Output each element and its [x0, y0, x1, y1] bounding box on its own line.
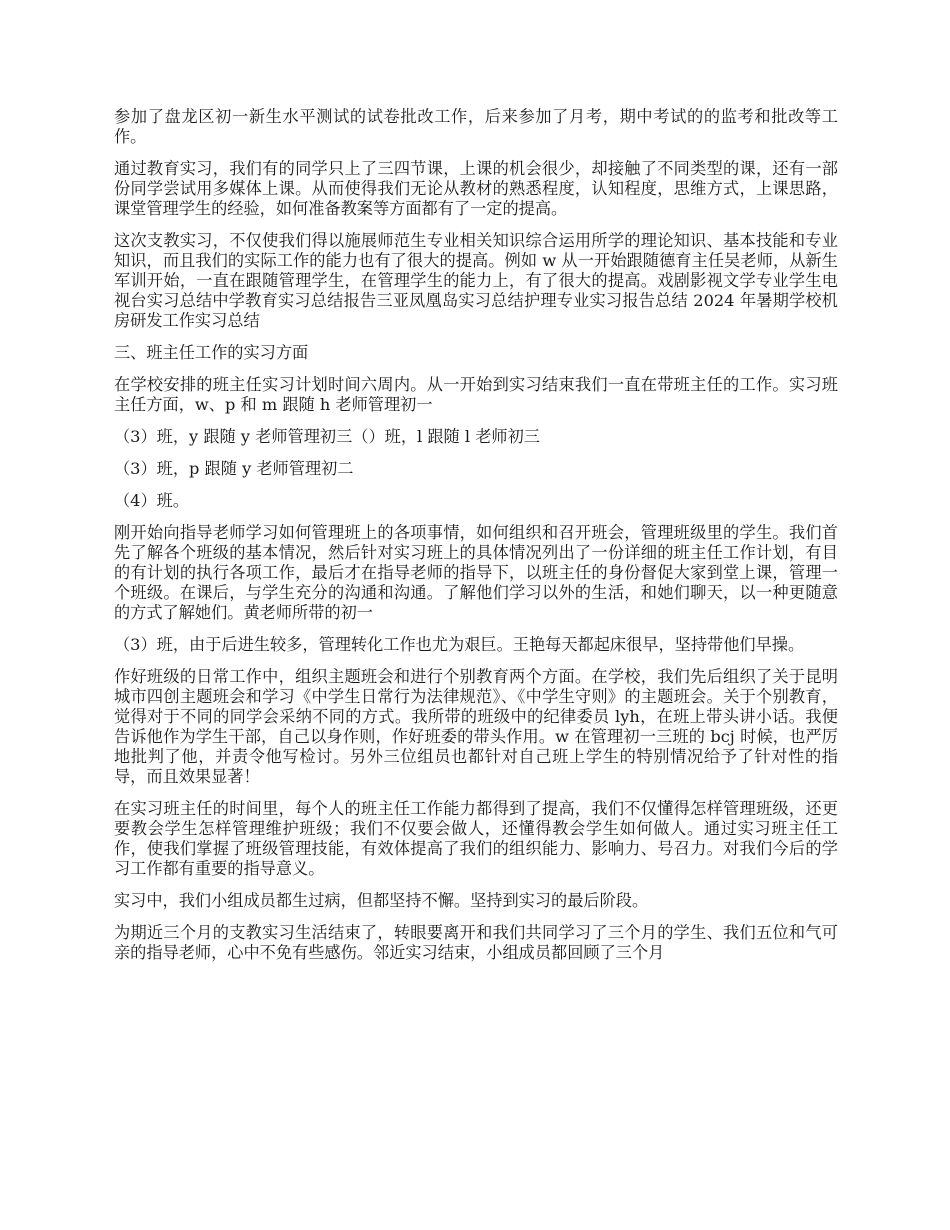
- paragraph: 刚开始向指导老师学习如何管理班上的各项事情，如何组织和召开班会，管理班级里的学生。我们首先了解各个班级的基本情况，然后针对实习班上的具体情况列出了一份详细的班主任工作计划，有目的有计划的执行各项工作，最后才在指导老师的指导下，以班主任的身份督促大家到堂上课，管理一个班级。在课后，与学生充分的沟通和沟通。了解他们学习以外的生活，和她们聊天，以一种更随意的方式了解她们。黄老师所带的初一: [114, 523, 838, 622]
- paragraph: 在学校安排的班主任实习计划时间六周内。从一开始到实习结束我们一直在带班主任的工作。实习班主任方面，w、p 和 m 跟随 h 老师管理初一: [114, 375, 838, 414]
- paragraph: 作好班级的日常工作中，组织主题班会和进行个别教育两个方面。在学校，我们先后组织了关于昆明城市四创主题班会和学习《中学生日常行为法律规范》、《中学生守则》的主题班会。关于个别教育，觉得对于不同的同学会采纳不同的方式。我所带的班级中的纪律委员 lyh，在班上带头讲小话。我便告诉他作为学生干部，自己以身作则，作好班委的带头作用。w 在管理初一三班的 bcj 时候，也严厉地批判了他，并责令他写检讨。另外三位组员也都针对自己班上学生的特别情况给予了针对性的指导，而且效果显著！: [114, 667, 838, 786]
- document-page: [114, 107, 838, 975]
- paragraph: 为期近三个月的支教实习生活结束了，转眼要离开和我们共同学习了三个月的学生、我们五位和气可亲的指导老师，心中不免有些感伤。邻近实习结束，小组成员都回顾了三个月: [114, 923, 838, 962]
- paragraph: 实习中，我们小组成员都生过病，但都坚持不懈。坚持到实习的最后阶段。: [114, 891, 649, 910]
- paragraph: 通过教育实习，我们有的同学只上了三四节课，上课的机会很少，却接触了不同类型的课，还有一部份同学尝试用多媒体上课。从而使得我们无论从教材的熟悉程度，认知程度，思维方式，上课思路，课堂管理学生的经验，如何准备教案等方面都有了一定的提高。: [114, 159, 838, 218]
- paragraph: （3）班，y 跟随 y 老师管理初三（）班，l 跟随 l 老师初三: [114, 427, 540, 446]
- paragraph: 参加了盘龙区初一新生水平测试的试卷批改工作，后来参加了月考，期中考试的的监考和批改等工作。: [114, 107, 838, 146]
- paragraph: 在实习班主任的时间里，每个人的班主任工作能力都得到了提高，我们不仅懂得怎样管理班级，还更要教会学生怎样管理维护班级；我们不仅要会做人，还懂得教会学生如何做人。通过实习班主任工作，使我们掌握了班级管理技能，有效体提高了我们的组织能力、影响力、号召力。对我们今后的学习工作都有重要的指导意义。: [114, 799, 838, 878]
- paragraph: （3）班，p 跟随 y 老师管理初二: [114, 459, 354, 478]
- paragraph: （4）班。: [114, 491, 190, 510]
- paragraph: 这次支教实习，不仅使我们得以施展师范生专业相关知识综合运用所学的理论知识、基本技能和专业知识，而且我们的实际工作的能力也有了很大的提高。例如 w 从一开始跟随德育主任吴老师，从新生军训开始，一直在跟随管理学生，在管理学生的能力上，有了很大的提高。戏剧影视文学专业学生电视台实习总结中学教育实习总结报告三亚凤凰岛实习总结护理专业实习报告总结 2024 年暑期学校机房研发工作实习总结: [114, 231, 838, 330]
- paragraph: （3）班，由于后进生较多，管理转化工作也尤为艰巨。王艳每天都起床很早，坚持带他们早操。: [114, 635, 805, 654]
- section-heading: 三、班主任工作的实习方面: [114, 343, 309, 362]
